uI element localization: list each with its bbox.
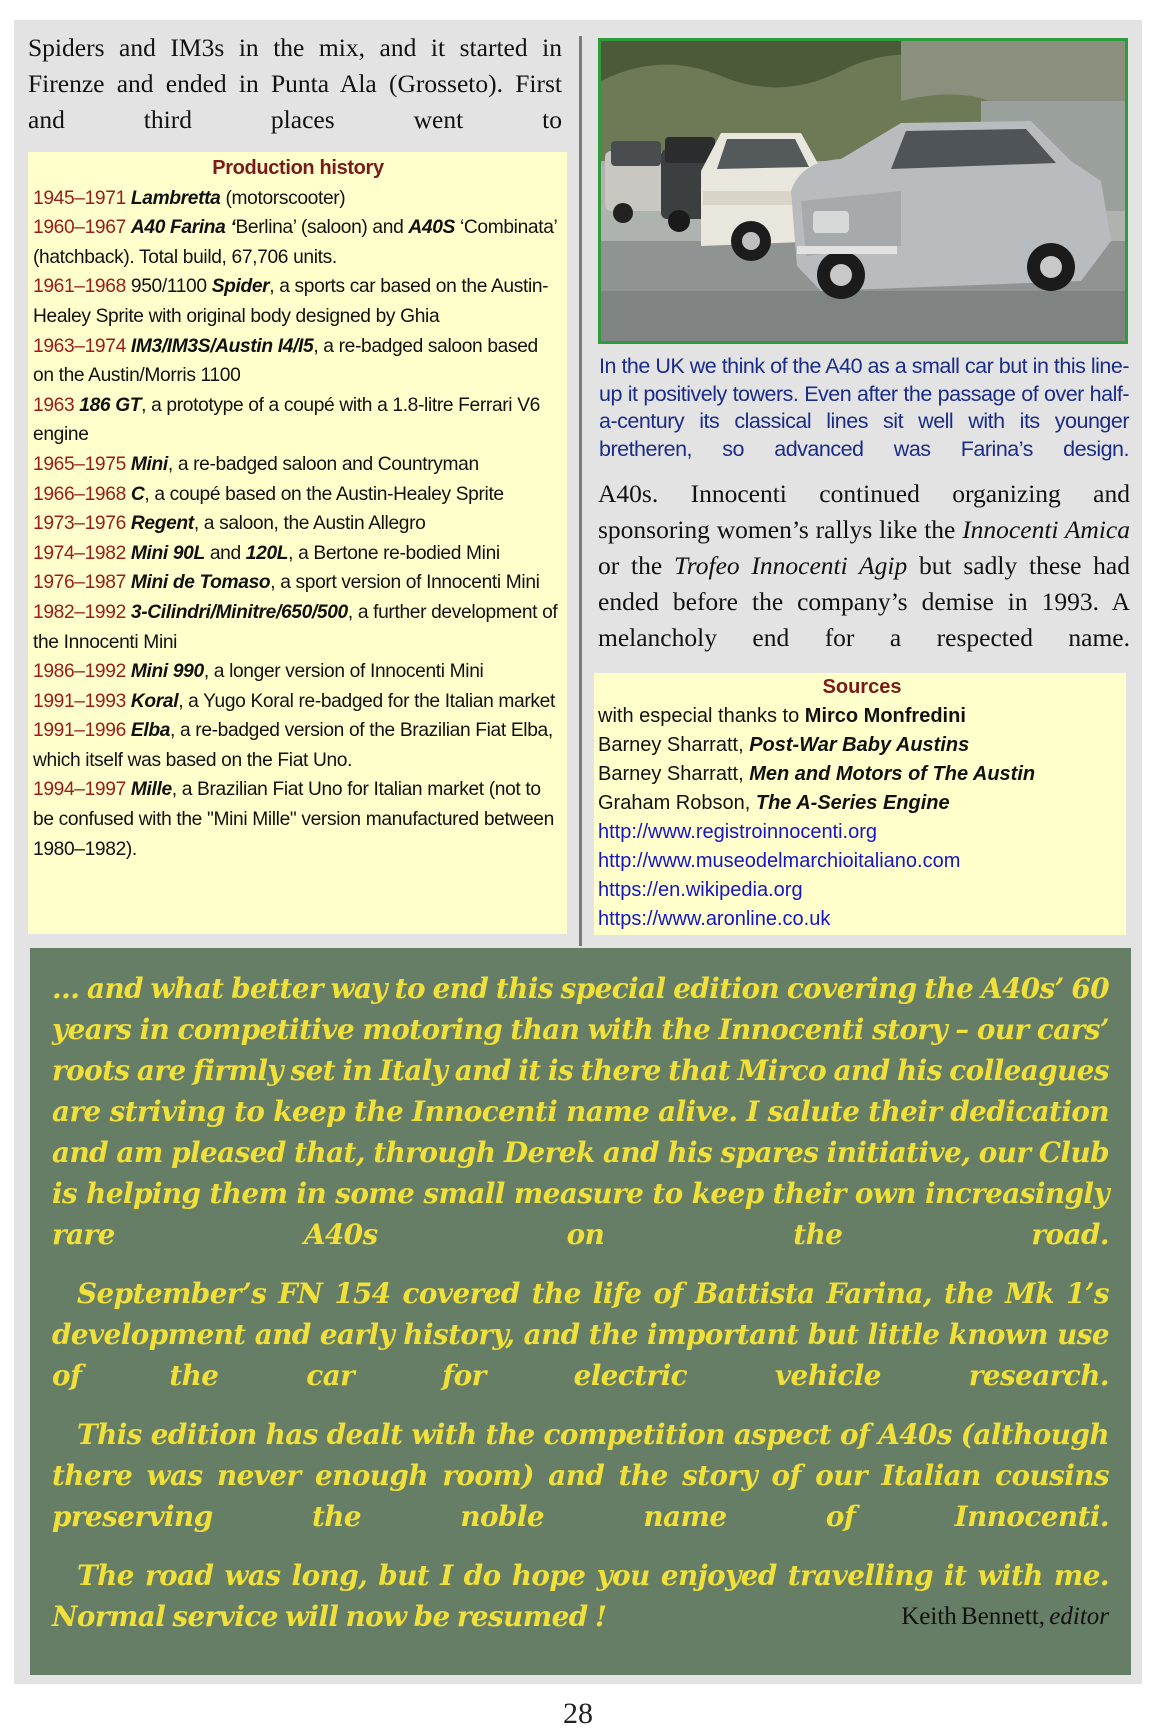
source-link[interactable]: http://www.registroinnocenti.org xyxy=(598,821,878,843)
continuation-text-3: but sadly these had ended before the company’s demise in 1993. A melancholy end for a respected name. xyxy=(598,551,1130,652)
continuation-paragraph xyxy=(598,476,1130,656)
book-author: Barney Sharratt, xyxy=(598,734,750,756)
entry-model: Mini xyxy=(130,453,168,475)
intro-paragraph: Spiders and IM3s in the mix, and it started in Firenze and ended in Punta Ala (Grosseto). First and third places went to xyxy=(28,33,562,134)
production-entry xyxy=(33,184,563,214)
book-title: Post-War Baby Austins xyxy=(749,734,970,756)
entry-model: 3-Cilindri/Minitre/650/500 xyxy=(130,601,348,623)
entry-description: , a re-badged saloon based on the Austin/Morris 1100 xyxy=(33,335,538,387)
book-title: Men and Motors of The Austin xyxy=(749,763,1036,785)
production-entry xyxy=(33,272,563,331)
entry-years: 1986–1992 xyxy=(33,661,126,683)
entry-description: , a prototype of a coupé with a 1.8-litre Ferrari V6 engine xyxy=(33,394,540,446)
production-history-list xyxy=(33,184,563,865)
production-entry xyxy=(33,687,563,717)
entry-description: , a longer version of Innocenti Mini xyxy=(203,661,484,683)
entry-years: 1963 xyxy=(33,394,75,416)
entry-description: , a Brazilian Fiat Uno for Italian market (not to be confused with the "Mini Mille" version manufactured between 1980–1982). xyxy=(33,779,554,860)
source-link[interactable]: http://www.museodelmarchioitaliano.com xyxy=(598,850,961,872)
production-entry xyxy=(33,775,563,864)
entry-description: , a further development of the Innocenti Mini xyxy=(33,601,558,653)
event-innocenti-amica: Innocenti Amica xyxy=(962,515,1130,544)
entry-description: , a sports car based on the Austin-Healey Sprite with original body designed by Ghia xyxy=(33,276,549,327)
continuation-text-1: A40s. Innocenti continued organizing and sponsoring women’s rallys like the xyxy=(598,479,1130,544)
entry-description: Berlina’ (saloon) and xyxy=(235,217,409,239)
continuation-text-2: or the xyxy=(598,551,674,580)
entry-description-2: , a Bertone re-bodied Mini xyxy=(288,542,500,564)
entry-years: 1966–1968 xyxy=(33,483,126,505)
book-author: Graham Robson, xyxy=(598,792,756,814)
production-entry xyxy=(33,598,563,657)
car-lineup-photo xyxy=(598,38,1128,344)
editorial-paragraph-3: This edition has dealt with the competition aspect of A40s (although there was never enough room) and the story of our Italian cousins preserving the noble name of Innocenti. xyxy=(52,1418,1109,1533)
entry-years: 1960–1967 xyxy=(33,217,126,239)
production-history-title: Production history xyxy=(212,157,384,179)
production-entry xyxy=(33,391,563,450)
production-entry xyxy=(33,657,563,687)
entry-prefix: 950/1100 xyxy=(125,276,212,298)
sources-box xyxy=(594,673,1126,935)
entry-model: Elba xyxy=(130,720,171,742)
entry-description: (motorscooter) xyxy=(220,187,346,209)
entry-description: , a re-badged saloon and Countryman xyxy=(167,453,479,475)
entry-description-2: ‘Combinata’ (hatchback). Total build, 67,706 units. xyxy=(33,217,557,268)
entry-model: Mini de Tomaso xyxy=(130,572,271,594)
entry-model: Mille xyxy=(130,779,172,801)
entry-model-2: A40S xyxy=(408,217,455,239)
entry-years: 1945–1971 xyxy=(33,187,126,209)
editorial-closing-text: The road was long, but I do hope you enjoyed travelling it with me. Normal service will now be resumed ! xyxy=(52,1559,1109,1633)
entry-model: Koral xyxy=(130,690,179,712)
editorial-paragraph-1: ... and what better way to end this special edition covering the A40s’ 60 years in competitive motoring than with the Innocenti story – our cars’ roots are firmly set in Italy and it is there that Mirco and his colleagues are striving to keep the Innocenti name alive. I salute their dedication and am pleased that, through Derek and his spares initiative, our Club is helping them in some small measure to keep their own increasingly rare A40s on the road. xyxy=(52,972,1109,1251)
source-book xyxy=(598,731,1126,760)
entry-years: 1976–1987 xyxy=(33,572,126,594)
entry-description: , a Yugo Koral re-badged for the Italian market xyxy=(178,690,555,712)
entry-model: Mini 990 xyxy=(130,661,204,683)
entry-years: 1974–1982 xyxy=(33,542,126,564)
entry-years: 1961–1968 xyxy=(33,276,126,298)
thanks-name: Mirco Monfredini xyxy=(804,705,966,727)
entry-model: C xyxy=(130,483,145,505)
editor-signature xyxy=(876,1596,1109,1637)
entry-years: 1994–1997 xyxy=(33,779,126,801)
source-book xyxy=(598,789,1126,818)
entry-model: Lambretta xyxy=(130,187,221,209)
entry-years: 1982–1992 xyxy=(33,601,126,623)
production-entry xyxy=(33,480,563,510)
entry-years: 1965–1975 xyxy=(33,453,126,475)
signature-name: Keith Bennett, xyxy=(901,1603,1050,1630)
book-author: Barney Sharratt, xyxy=(598,763,750,785)
entry-model: A40 Farina ‘ xyxy=(130,217,236,239)
entry-model: IM3/IM3S/Austin I4/I5 xyxy=(130,335,314,357)
sources-thanks xyxy=(598,702,1126,731)
production-history-box xyxy=(28,152,567,934)
entry-model: Spider xyxy=(211,276,270,298)
entry-description: , a coupé based on the Austin-Healey Sprite xyxy=(144,483,504,505)
entry-description: , a sport version of Innocenti Mini xyxy=(270,572,540,594)
editorial-box xyxy=(30,948,1131,1675)
thanks-prefix: with especial thanks to xyxy=(598,705,805,727)
entry-model-2: 120L xyxy=(245,542,289,564)
entry-model: 186 GT xyxy=(79,394,142,416)
entry-years: 1973–1976 xyxy=(33,513,126,535)
entry-years: 1991–1996 xyxy=(33,720,126,742)
entry-years: 1991–1993 xyxy=(33,690,126,712)
car-lineup-image xyxy=(601,41,1125,341)
event-trofeo-agip: Trofeo Innocenti Agip xyxy=(673,551,908,580)
production-entry xyxy=(33,332,563,391)
signature-role: editor xyxy=(1049,1603,1109,1630)
production-entry xyxy=(33,509,563,539)
production-entry xyxy=(33,716,563,775)
page-number: 28 xyxy=(563,1697,593,1730)
entry-description: , a saloon, the Austin Allegro xyxy=(193,513,426,535)
source-book xyxy=(598,760,1126,789)
production-entry xyxy=(33,213,563,272)
photo-caption: In the UK we think of the A40 as a small car but in this line-up it positively towers. Even after the passage of over half-a-century its classical lines sit well with its younger bretheren, so advanced was Farina’s design. xyxy=(599,354,1129,461)
source-link[interactable]: https://en.wikipedia.org xyxy=(598,879,803,901)
production-entry xyxy=(33,539,563,569)
entry-years: 1963–1974 xyxy=(33,335,126,357)
book-title: The A-Series Engine xyxy=(755,792,950,814)
sources-title: Sources xyxy=(822,676,902,698)
entry-description: and xyxy=(204,542,246,564)
column-divider xyxy=(579,36,582,946)
production-entry xyxy=(33,450,563,480)
production-entry xyxy=(33,568,563,598)
editorial-paragraph-2: September’s FN 154 covered the life of Battista Farina, the Mk 1’s development and early history, and the important but little known use of the car for electric vehicle research. xyxy=(52,1277,1109,1392)
entry-description: , a re-badged version of the Brazilian Fiat Elba, which itself was based on the Fiat Uno. xyxy=(33,720,553,771)
source-link[interactable]: https://www.aronline.co.uk xyxy=(598,908,831,930)
editorial-paragraph-4 xyxy=(52,1555,1109,1637)
entry-model: Mini 90L xyxy=(130,542,205,564)
entry-model: Regent xyxy=(130,513,194,535)
